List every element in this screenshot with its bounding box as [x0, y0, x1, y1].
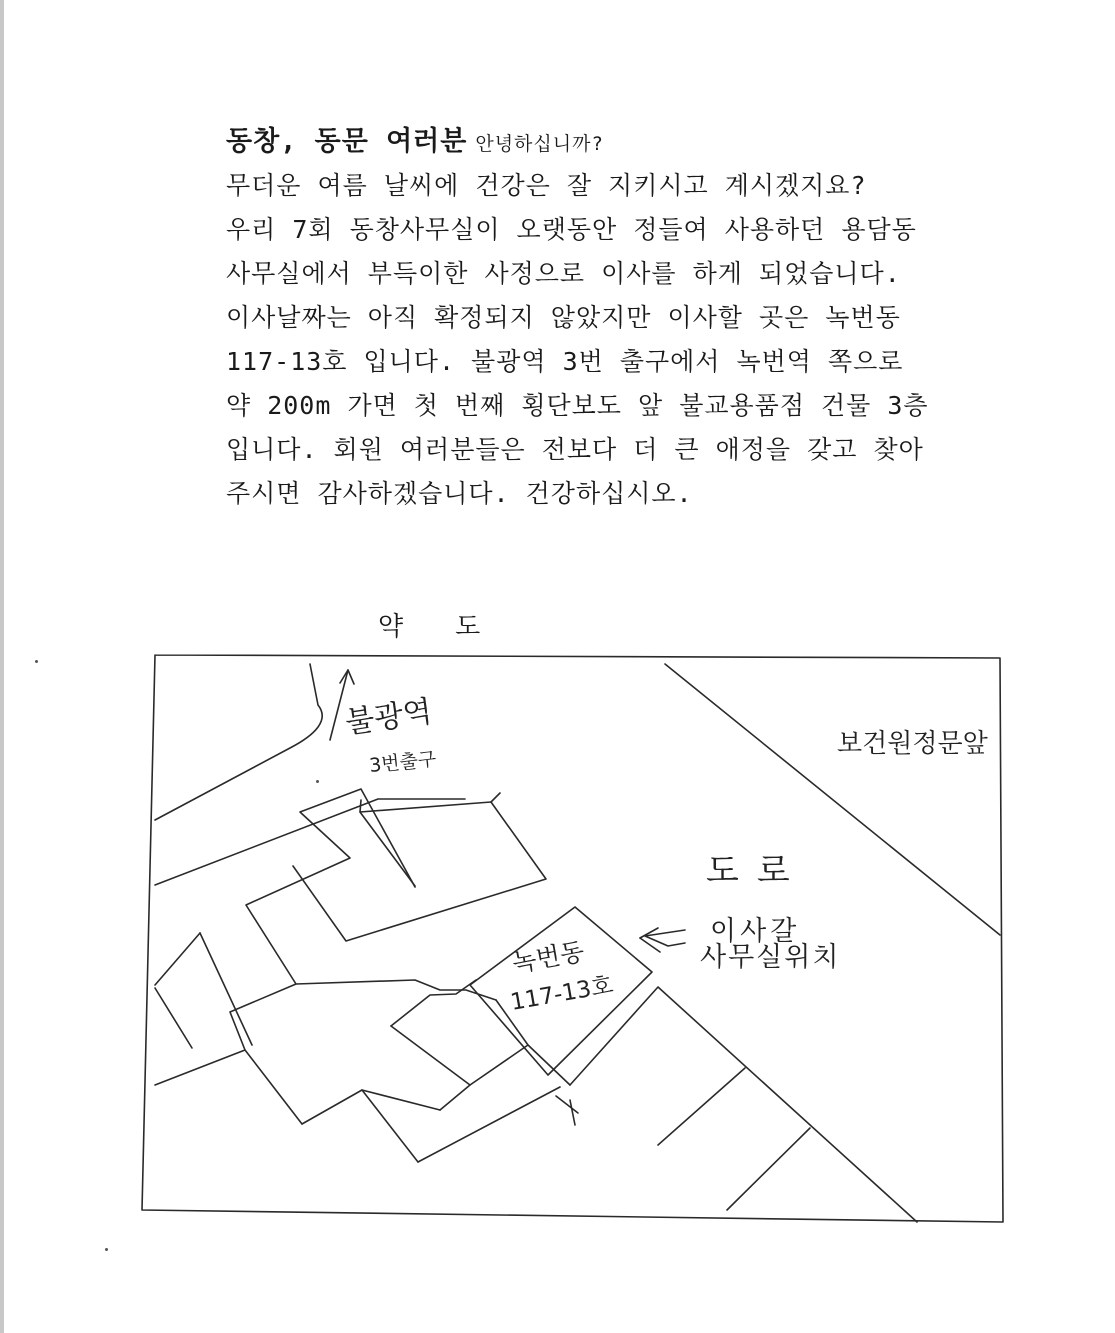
letter-line: 무더운 여름 날씨에 건강은 잘 지키시고 계시겠지요?: [226, 171, 867, 200]
block: [302, 1090, 418, 1162]
road-edge: [155, 664, 322, 820]
block: [491, 793, 500, 802]
map-title: 약도: [378, 612, 533, 642]
block: [296, 980, 496, 1000]
destination-label-2: 117-13호: [508, 972, 616, 1016]
block: [556, 1096, 578, 1113]
road-edge: [665, 664, 1000, 935]
station-exit-label: 3번출구: [368, 748, 438, 777]
block: [391, 1026, 470, 1110]
letter-line: 이사날짜는 아직 확정되지 않았지만 이사할 곳은 녹번동: [226, 303, 901, 332]
greeting-bold: 동창, 동문 여러분: [226, 126, 468, 157]
block: [727, 1128, 810, 1210]
block: [418, 1087, 560, 1162]
block: [155, 988, 192, 1048]
destination-arrow: [640, 928, 658, 938]
block: [245, 1050, 302, 1124]
moving-label-2: 사무실위치: [700, 942, 841, 973]
block: [570, 987, 917, 1222]
scan-speck: [105, 1248, 108, 1251]
block: [470, 1045, 570, 1085]
road-edge: [155, 799, 465, 885]
block: [362, 1090, 440, 1110]
destination-label-1: 녹번동: [510, 936, 587, 978]
block: [658, 1068, 745, 1145]
health-center-label: 보건원정문앞: [837, 729, 988, 759]
block: [570, 1100, 575, 1125]
letter-line: 117-13호 입니다. 불광역 3번 출구에서 녹번역 쪽으로: [226, 347, 904, 376]
block: [360, 812, 415, 886]
block: [293, 800, 546, 941]
destination-arrow: [640, 938, 660, 952]
letter-line: 사무실에서 부득이한 사정으로 이사를 하게 되었습니다.: [226, 259, 901, 288]
scan-speck: [316, 780, 319, 783]
letter-line: 주시면 감사하겠습니다. 건강하십시오.: [226, 479, 693, 508]
letter-line: 약 200m 가면 첫 번째 횡단보도 앞 불교용품점 건물 3층: [226, 391, 929, 420]
letter-line: 우리 7회 동창사무실이 오랫동안 정들여 사용하던 용담동: [226, 215, 917, 244]
block: [200, 933, 252, 1045]
block: [155, 933, 200, 985]
station-name-label: 불광역: [343, 694, 435, 741]
greeting-rest: 안녕하십니까?: [475, 133, 604, 155]
moving-label-1: 이사갈: [710, 916, 801, 947]
road-label: 도로: [706, 851, 808, 891]
scan-speck: [35, 660, 38, 663]
letter-line: 입니다. 회원 여러분들은 전보다 더 큰 애정을 갖고 찾아: [226, 435, 924, 464]
